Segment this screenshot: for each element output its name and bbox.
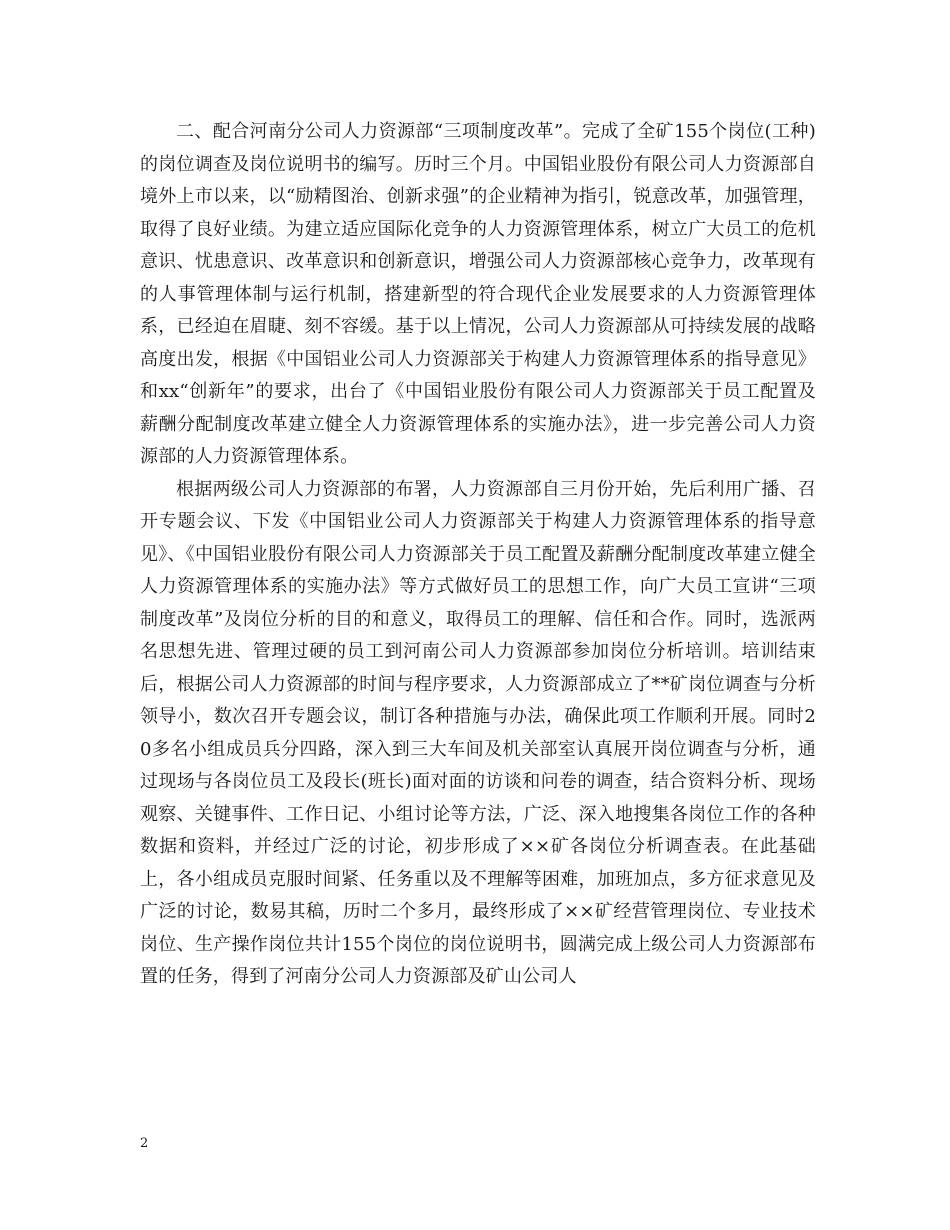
document-body (140, 116, 816, 994)
paragraph-three-system-reform: 二、配合河南分公司人力资源部“三项制度改革”。完成了全矿155个岗位(工种)的岗位调查及岗位说明书的编写。历时三个月。中国铝业股份有限公司人力资源部自境外上市以来，以“励精图治、创新求强”的企业精神为指引，锐意改革，加强管理，取得了良好业绩。为建立适应国际化竞争的人力资源管理体系，树立广大员工的危机意识、忧患意识、改革意识和创新意识，增强公司人力资源部核心竞争力，改革现有的人事管理体制与运行机制，搭建新型的符合现代企业发展要求的人力资源管理体系，已经迫在眉睫、刻不容缓。基于以上情况，公司人力资源部从可持续发展的战略高度出发，根据《中国铝业公司人力资源部关于构建人力资源管理体系的指导意见》和xx“创新年”的要求，出台了《中国铝业股份有限公司人力资源部关于员工配置及薪酬分配制度改革建立健全人力资源管理体系的实施办法》，进一步完善公司人力资源部的人力资源管理体系。 (140, 121, 816, 467)
paragraph-job-analysis-work: 根据两级公司人力资源部的布署，人力资源部自三月份开始，先后利用广播、召开专题会议、下发《中国铝业公司人力资源部关于构建人力资源管理体系的指导意见》、《中国铝业股份有限公司人力资源部关于员工配置及薪酬分配制度改革建立健全人力资源管理体系的实施办法》等方式做好员工的思想工作，向广大员工宣讲“三项制度改革”及岗位分析的目的和意义，取得员工的理解、信任和合作。同时，选派两名思想先进、管理过硬的员工到河南公司人力资源部参加岗位分析培训。培训结束后，根据公司人力资源部的时间与程序要求，人力资源部成立了**矿岗位调查与分析领导小，数次召开专题会议，制订各种措施与办法，确保此项工作顺利开展。同时20多名小组成员兵分四路，深入到三大车间及机关部室认真展开岗位调查与分析，通过现场与各岗位员工及段长(班长)面对面的访谈和问卷的调查，结合资料分析、现场观察、关键事件、工作日记、小组讨论等方法，广泛、深入地搜集各岗位工作的各种数据和资料，并经过广泛的讨论，初步形成了××矿各岗位分析调查表。在此基础上，各小组成员克服时间紧、任务重以及不理解等困难，加班加点，多方征求意见及广泛的讨论，数易其稿，历时二个多月，最终形成了××矿经营管理岗位、专业技术岗位、生产操作岗位共计155个岗位的岗位说明书，圆满完成上级公司人力资源部布置的任务，得到了河南分公司人力资源部及矿山公司人 (140, 478, 816, 987)
page-number: 2 (140, 1136, 149, 1151)
